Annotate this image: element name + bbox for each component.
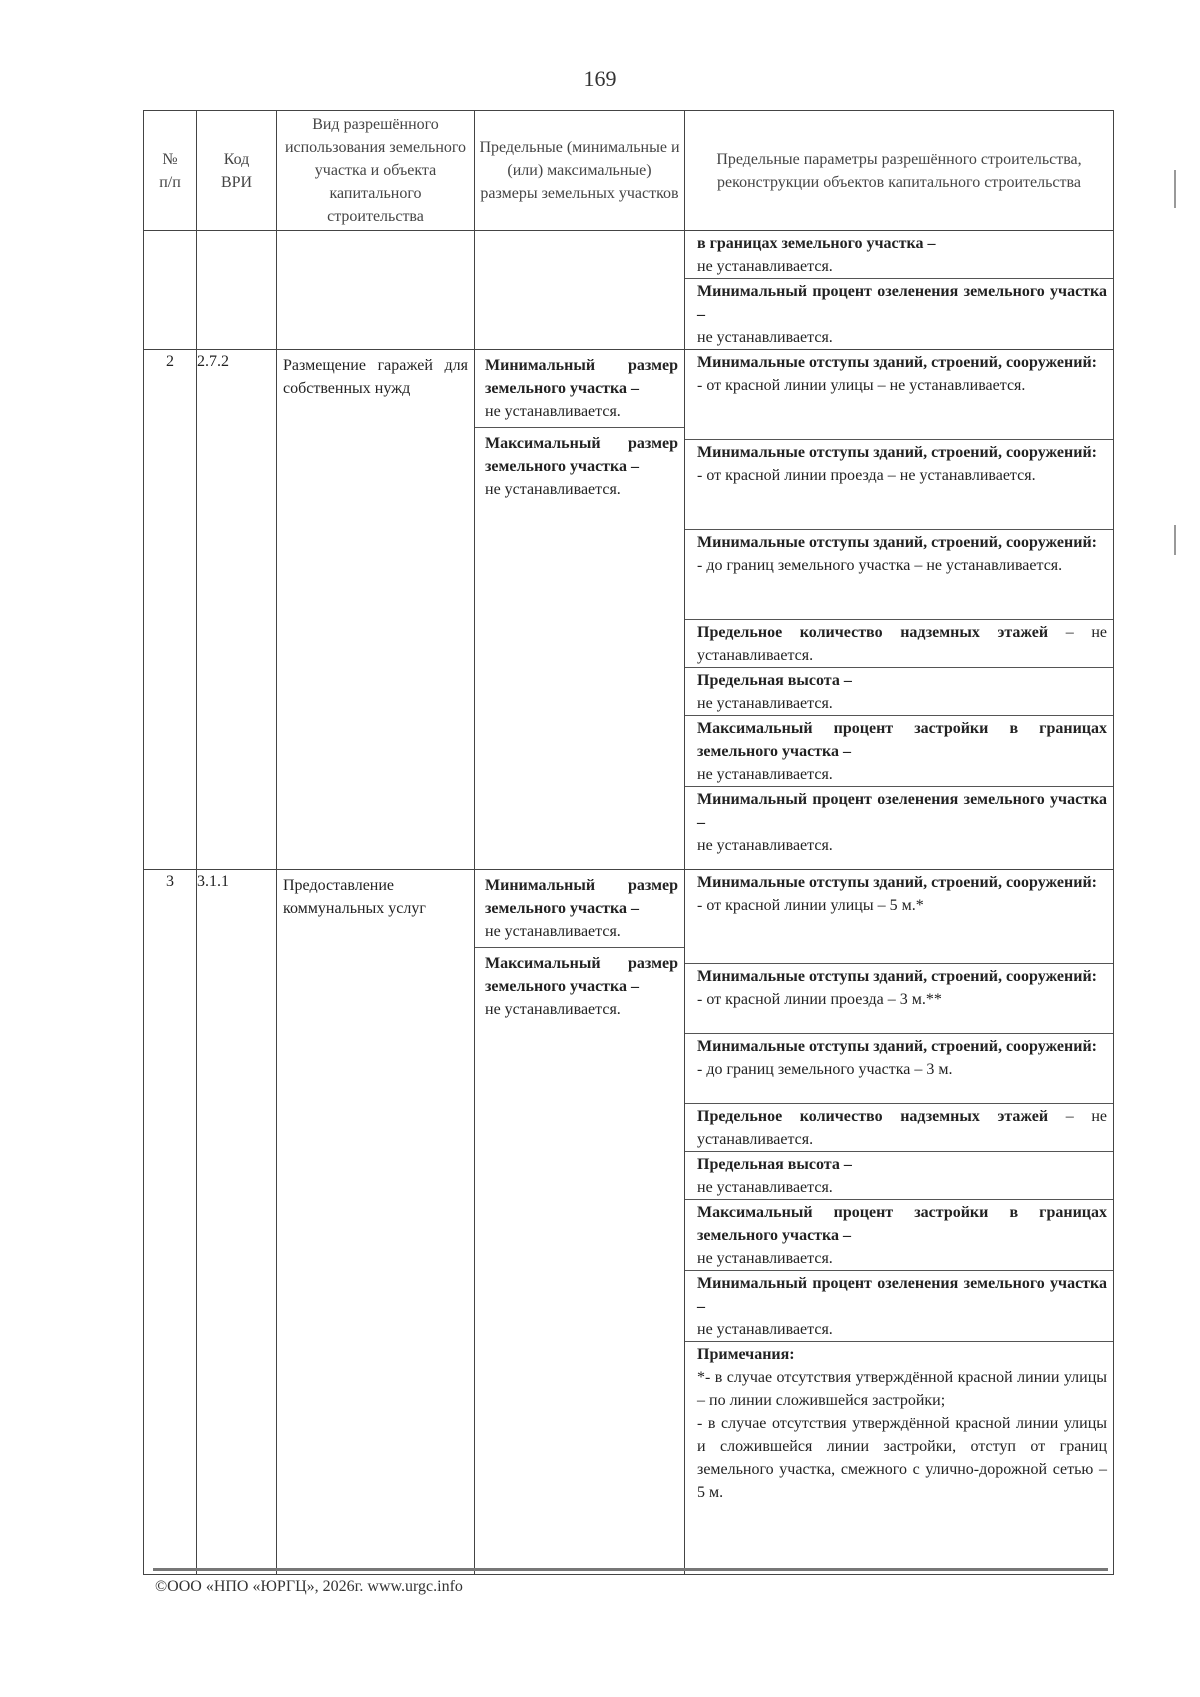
note-1: *- в случае отсутствия утверждённой красной линии улицы – по линии сложившейся застройки; bbox=[697, 1369, 1107, 1409]
table-header-row bbox=[144, 111, 1114, 231]
param-title: Предельная высота – bbox=[697, 672, 852, 689]
param-item bbox=[685, 1104, 1113, 1152]
note-2: - в случае отсутствия утверждённой красной линии улицы и сложившейся линии застройки, отступ от границ земельного участка, смежного с улично-дорожной сетью – 5 м. bbox=[697, 1415, 1107, 1501]
param-title: Минимальные отступы зданий, строений, сооружений: bbox=[697, 534, 1097, 551]
cell-sizes bbox=[475, 231, 685, 350]
param-title: Минимальный процент озеленения земельного участка – bbox=[697, 1275, 1107, 1315]
param-item bbox=[685, 530, 1113, 620]
param-title: Минимальные отступы зданий, строений, сооружений: bbox=[697, 444, 1097, 461]
param-item bbox=[685, 668, 1113, 716]
max-size-title: Максимальный размер земельного участка – bbox=[485, 435, 678, 475]
params-list bbox=[685, 350, 1113, 869]
param-text: не устанавливается. bbox=[697, 695, 833, 712]
param-title: Предельное количество надземных этажей bbox=[697, 1108, 1049, 1125]
min-size-block bbox=[475, 870, 684, 948]
param-item bbox=[685, 1152, 1113, 1200]
param-title: Максимальный процент застройки в границах земельного участка – bbox=[697, 1204, 1107, 1244]
param-title: Минимальный процент озеленения земельного участка – bbox=[697, 791, 1107, 831]
min-size-title: Минимальный размер земельного участка – bbox=[485, 357, 678, 397]
cell-kind bbox=[277, 231, 475, 350]
param-title: Минимальные отступы зданий, строений, сооружений: bbox=[697, 1038, 1097, 1055]
param-item bbox=[685, 787, 1113, 870]
param-title: Минимальный процент озеленения земельного участка – bbox=[697, 283, 1107, 323]
cell-sizes bbox=[475, 350, 685, 870]
param-text: - от красной линии улицы – 5 м.* bbox=[697, 897, 924, 914]
header-num: № п/п bbox=[144, 111, 197, 231]
param-text: – не устанавливается. bbox=[697, 624, 1107, 664]
zoning-table bbox=[143, 110, 1114, 1575]
cell-params bbox=[685, 231, 1114, 350]
param-text: - до границ земельного участка – 3 м. bbox=[697, 1061, 953, 1078]
param-title: Минимальные отступы зданий, строений, сооружений: bbox=[697, 874, 1097, 891]
cell-sizes bbox=[475, 870, 685, 1575]
cell-kind bbox=[277, 350, 475, 870]
param-item bbox=[685, 231, 1113, 279]
param-item bbox=[685, 620, 1113, 668]
max-size-text: не устанавливается. bbox=[485, 481, 621, 498]
min-size-block bbox=[475, 350, 684, 428]
param-item bbox=[685, 350, 1113, 440]
cell-num bbox=[144, 231, 197, 350]
page-number: 169 bbox=[583, 66, 617, 91]
min-size-title: Минимальный размер земельного участка – bbox=[485, 877, 678, 917]
param-title: Предельное количество надземных этажей bbox=[697, 624, 1049, 641]
param-item bbox=[685, 716, 1113, 787]
footer-divider bbox=[153, 1568, 1108, 1571]
param-title: Минимальные отступы зданий, строений, сооружений: bbox=[697, 354, 1097, 371]
max-size-title: Максимальный размер земельного участка – bbox=[485, 955, 678, 995]
header-sizes: Предельные (минимальные и (или) максимальные) размеры земельных участков bbox=[475, 111, 685, 231]
params-list bbox=[685, 870, 1113, 1574]
param-title: в границах земельного участка – bbox=[697, 235, 936, 252]
max-size-block bbox=[475, 428, 684, 505]
param-text: не устанавливается. bbox=[697, 766, 833, 783]
param-text: не устанавливается. bbox=[697, 1250, 833, 1267]
min-size-text: не устанавливается. bbox=[485, 403, 621, 420]
param-item bbox=[685, 1034, 1113, 1104]
vri-code: 2.7.2 bbox=[197, 350, 277, 870]
param-title: Минимальные отступы зданий, строений, сооружений: bbox=[697, 968, 1097, 985]
footer-copyright: ©ООО «НПО «ЮРГЦ», 2026г. www.urgc.info bbox=[155, 1578, 463, 1595]
param-text: - от красной линии проезда – 3 м.** bbox=[697, 991, 942, 1008]
cell-code bbox=[197, 231, 277, 350]
max-size-block bbox=[475, 948, 684, 1025]
param-item bbox=[685, 440, 1113, 530]
param-item bbox=[685, 964, 1113, 1034]
table-row bbox=[144, 231, 1114, 350]
param-text: - от красной линии улицы – не устанавливается. bbox=[697, 377, 1026, 394]
param-text: не устанавливается. bbox=[697, 837, 833, 854]
min-size-text: не устанавливается. bbox=[485, 923, 621, 940]
header-code: Код ВРИ bbox=[197, 111, 277, 231]
param-title: Максимальный процент застройки в границах земельного участка – bbox=[697, 720, 1107, 760]
cell-params bbox=[685, 350, 1114, 870]
param-text: – не устанавливается. bbox=[697, 1108, 1107, 1148]
notes-item bbox=[685, 1342, 1113, 1575]
param-text: - от красной линии проезда – не устанавливается. bbox=[697, 467, 1036, 484]
land-use-kind: Размещение гаражей для собственных нужд bbox=[283, 357, 468, 397]
param-item bbox=[685, 1200, 1113, 1271]
land-use-kind: Предоставление коммунальных услуг bbox=[283, 877, 426, 917]
header-params: Предельные параметры разрешённого строительства, реконструкции объектов капитального строительства bbox=[685, 111, 1114, 231]
table-row bbox=[144, 350, 1114, 870]
max-size-text: не устанавливается. bbox=[485, 1001, 621, 1018]
cell-params bbox=[685, 870, 1114, 1575]
param-item bbox=[685, 279, 1113, 350]
row-number: 2 bbox=[144, 350, 197, 870]
header-kind: Вид разрешённого использования земельного участка и объекта капитального строительства bbox=[277, 111, 475, 231]
vri-code: 3.1.1 bbox=[197, 870, 277, 1575]
param-text: не устанавливается. bbox=[697, 329, 833, 346]
notes-title: Примечания: bbox=[697, 1346, 795, 1363]
param-text: не устанавливается. bbox=[697, 1179, 833, 1196]
cell-kind bbox=[277, 870, 475, 1575]
table-row bbox=[144, 870, 1114, 1575]
param-text: не устанавливается. bbox=[697, 1321, 833, 1338]
row-number: 3 bbox=[144, 870, 197, 1575]
scan-margin-mark bbox=[1174, 170, 1176, 208]
param-text: не устанавливается. bbox=[697, 258, 833, 275]
params-list bbox=[685, 231, 1113, 349]
param-text: - до границ земельного участка – не устанавливается. bbox=[697, 557, 1063, 574]
param-item bbox=[685, 1271, 1113, 1342]
param-item bbox=[685, 870, 1113, 964]
scan-margin-mark bbox=[1174, 525, 1176, 555]
param-title: Предельная высота – bbox=[697, 1156, 852, 1173]
